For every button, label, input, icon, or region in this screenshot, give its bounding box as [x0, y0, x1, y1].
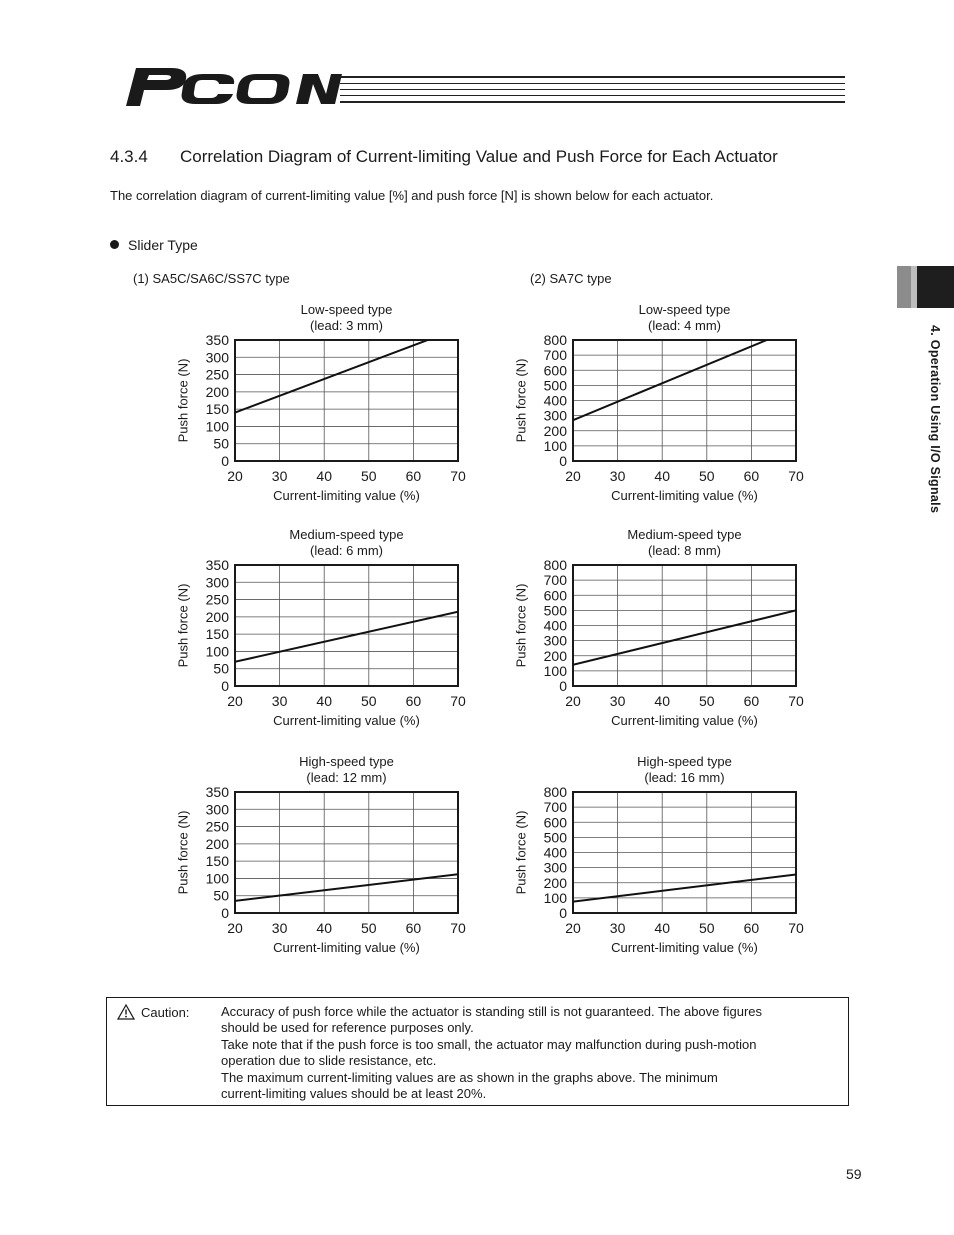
- y-tick-label: 300: [543, 407, 567, 424]
- y-tick-label: 700: [543, 572, 567, 589]
- x-tick-label: 50: [699, 693, 715, 709]
- x-axis-label: Current-limiting value (%): [273, 713, 420, 728]
- y-tick-label: 800: [543, 784, 567, 800]
- chapter-tab-marker: [897, 266, 954, 308]
- chart-subtitle: (lead: 6 mm): [310, 543, 383, 558]
- x-tick-label: 70: [450, 693, 466, 709]
- y-tick-label: 150: [205, 401, 229, 418]
- section-number: 4.3.4: [110, 147, 148, 166]
- chart-subtitle: (lead: 3 mm): [310, 318, 383, 333]
- y-tick-label: 200: [205, 835, 229, 852]
- x-tick-label: 30: [271, 693, 288, 709]
- x-tick-label: 30: [609, 468, 626, 484]
- y-tick-label: 350: [205, 784, 229, 800]
- y-tick-label: 300: [205, 574, 229, 591]
- y-tick-label: 0: [559, 453, 567, 469]
- x-tick-label: 20: [227, 693, 243, 709]
- plot-frame: [235, 565, 458, 686]
- y-tick-label: 300: [543, 859, 567, 876]
- x-tick-label: 40: [654, 693, 670, 709]
- y-tick-label: 0: [559, 905, 567, 921]
- x-tick-label: 40: [316, 920, 332, 936]
- y-tick-label: 800: [543, 332, 567, 348]
- x-tick-label: 30: [609, 920, 626, 936]
- y-axis-label: Push force (N): [513, 810, 529, 894]
- chart-title-line: Medium-speed type: [627, 527, 742, 542]
- y-tick-label: 700: [543, 347, 567, 364]
- x-tick-label: 30: [271, 920, 288, 936]
- caution-box: [106, 997, 849, 1106]
- y-tick-label: 100: [205, 643, 229, 660]
- x-tick-label: 70: [788, 920, 804, 936]
- column-label-left: (1) SA5C/SA6C/SS7C type: [133, 271, 290, 286]
- x-tick-label: 60: [405, 468, 422, 484]
- chart-plot-svg: [508, 754, 808, 964]
- x-tick-label: 70: [788, 693, 804, 709]
- y-tick-label: 500: [543, 602, 567, 619]
- x-tick-label: 20: [565, 920, 581, 936]
- chart-plot-svg: [170, 754, 470, 964]
- y-tick-label: 300: [205, 801, 229, 818]
- y-tick-label: 50: [213, 435, 229, 452]
- y-tick-label: 50: [213, 660, 229, 677]
- y-tick-label: 400: [543, 392, 567, 409]
- header-rules: [340, 76, 845, 106]
- caution-head: [117, 1004, 189, 1021]
- x-tick-label: 40: [316, 468, 332, 484]
- y-tick-label: 0: [559, 678, 567, 694]
- data-series-line: [573, 610, 796, 664]
- x-axis-label: Current-limiting value (%): [611, 940, 758, 955]
- x-tick-label: 20: [565, 468, 581, 484]
- bullet-slider-type: [110, 237, 198, 253]
- y-tick-label: 200: [205, 608, 229, 625]
- y-axis-label: Push force (N): [175, 810, 191, 894]
- intro-paragraph: The correlation diagram of current-limiting value [%] and push force [N] is shown below for each actuator.: [110, 188, 714, 203]
- y-tick-label: 100: [543, 437, 567, 454]
- column-label-right: (2) SA7C type: [530, 271, 612, 286]
- y-tick-label: 300: [205, 349, 229, 366]
- chart-subtitle: (lead: 16 mm): [644, 770, 725, 785]
- y-tick-label: 200: [543, 422, 567, 439]
- caution-line: The maximum current-limiting values are as shown in the graphs above. The minimum: [221, 1069, 718, 1085]
- x-tick-label: 40: [654, 468, 670, 484]
- chart-plot-svg: [508, 527, 808, 737]
- y-tick-label: 350: [205, 332, 229, 348]
- chart-low-speed-lead-3: [170, 302, 470, 512]
- y-tick-label: 700: [543, 799, 567, 816]
- y-tick-label: 150: [205, 853, 229, 870]
- x-tick-label: 60: [405, 920, 422, 936]
- chart-low-speed-lead-4: [508, 302, 808, 512]
- x-tick-label: 20: [227, 920, 243, 936]
- caution-label: Caution:: [141, 1005, 190, 1020]
- x-tick-label: 70: [450, 920, 466, 936]
- bullet-dot-icon: [110, 240, 119, 249]
- y-tick-label: 200: [205, 383, 229, 400]
- y-tick-label: 500: [543, 829, 567, 846]
- x-axis-label: Current-limiting value (%): [611, 488, 758, 503]
- chart-plot-svg: [170, 302, 470, 512]
- chart-title-line: Low-speed type: [638, 302, 731, 317]
- y-tick-label: 150: [205, 626, 229, 643]
- pcon-logo: [116, 62, 346, 110]
- y-axis-label: Push force (N): [513, 583, 529, 667]
- section-title-text: Correlation Diagram of Current-limiting Value and Push Force for Each Actuator: [180, 147, 778, 166]
- section-title: [110, 147, 778, 167]
- x-tick-label: 60: [743, 468, 760, 484]
- x-tick-label: 70: [788, 468, 804, 484]
- caution-line: should be used for reference purposes only.: [221, 1020, 474, 1036]
- chart-plot-svg: [508, 302, 808, 512]
- plot-frame: [235, 792, 458, 913]
- y-tick-label: 250: [205, 591, 229, 608]
- caution-line: Accuracy of push force while the actuator is standing still is not guaranteed. The above figures: [221, 1004, 763, 1019]
- chart-high-speed-lead-12: [170, 754, 470, 964]
- x-axis-label: Current-limiting value (%): [273, 940, 420, 955]
- y-tick-label: 100: [205, 870, 229, 887]
- caution-line: Take note that if the push force is too small, the actuator may malfunction during push-motion: [221, 1036, 757, 1052]
- y-tick-label: 0: [221, 905, 229, 921]
- y-tick-label: 600: [543, 587, 567, 604]
- y-tick-label: 400: [543, 617, 567, 634]
- x-tick-label: 50: [699, 468, 715, 484]
- caution-line: operation due to slide resistance, etc.: [221, 1053, 437, 1069]
- x-tick-label: 30: [609, 693, 626, 709]
- data-series-line: [235, 329, 458, 413]
- y-tick-label: 600: [543, 814, 567, 831]
- data-series-line: [235, 612, 458, 662]
- x-tick-label: 40: [316, 693, 332, 709]
- y-tick-label: 0: [221, 453, 229, 469]
- y-tick-label: 800: [543, 557, 567, 573]
- chart-subtitle: (lead: 12 mm): [306, 770, 387, 785]
- y-tick-label: 500: [543, 377, 567, 394]
- chart-subtitle: (lead: 8 mm): [648, 543, 721, 558]
- y-tick-label: 100: [543, 662, 567, 679]
- x-tick-label: 40: [654, 920, 670, 936]
- x-tick-label: 60: [743, 693, 760, 709]
- x-tick-label: 50: [361, 468, 377, 484]
- chart-medium-speed-lead-8: [508, 527, 808, 737]
- x-tick-label: 50: [699, 920, 715, 936]
- x-tick-label: 20: [565, 693, 581, 709]
- x-tick-label: 50: [361, 693, 377, 709]
- y-tick-label: 350: [205, 557, 229, 573]
- y-tick-label: 100: [205, 418, 229, 435]
- chapter-side-label: 4. Operation Using I/O Signals: [928, 325, 942, 514]
- y-tick-label: 50: [213, 887, 229, 904]
- x-tick-label: 70: [450, 468, 466, 484]
- y-tick-label: 250: [205, 818, 229, 835]
- chart-plot-svg: [170, 527, 470, 737]
- chart-title-line: Low-speed type: [300, 302, 393, 317]
- x-tick-label: 60: [743, 920, 760, 936]
- chart-title-line: High-speed type: [299, 754, 394, 769]
- chart-title-line: Medium-speed type: [289, 527, 404, 542]
- caution-body: [221, 1004, 831, 1102]
- bullet-label: Slider Type: [128, 237, 198, 253]
- y-tick-label: 250: [205, 366, 229, 383]
- y-tick-label: 300: [543, 632, 567, 649]
- warning-triangle-icon: [117, 1004, 135, 1020]
- chart-high-speed-lead-16: [508, 754, 808, 964]
- y-axis-label: Push force (N): [175, 358, 191, 442]
- y-axis-label: Push force (N): [175, 583, 191, 667]
- x-axis-label: Current-limiting value (%): [611, 713, 758, 728]
- y-tick-label: 0: [221, 678, 229, 694]
- y-tick-label: 600: [543, 362, 567, 379]
- y-axis-label: Push force (N): [513, 358, 529, 442]
- chart-medium-speed-lead-6: [170, 527, 470, 737]
- data-series-line: [573, 328, 796, 420]
- y-tick-label: 200: [543, 647, 567, 664]
- x-tick-label: 60: [405, 693, 422, 709]
- x-axis-label: Current-limiting value (%): [273, 488, 420, 503]
- caution-line: current-limiting values should be at least 20%.: [221, 1086, 487, 1102]
- x-tick-label: 30: [271, 468, 288, 484]
- chart-title-line: High-speed type: [637, 754, 732, 769]
- chart-subtitle: (lead: 4 mm): [648, 318, 721, 333]
- y-tick-label: 100: [543, 889, 567, 906]
- page-number: 59: [846, 1166, 862, 1182]
- x-tick-label: 20: [227, 468, 243, 484]
- y-tick-label: 400: [543, 844, 567, 861]
- y-tick-label: 200: [543, 874, 567, 891]
- x-tick-label: 50: [361, 920, 377, 936]
